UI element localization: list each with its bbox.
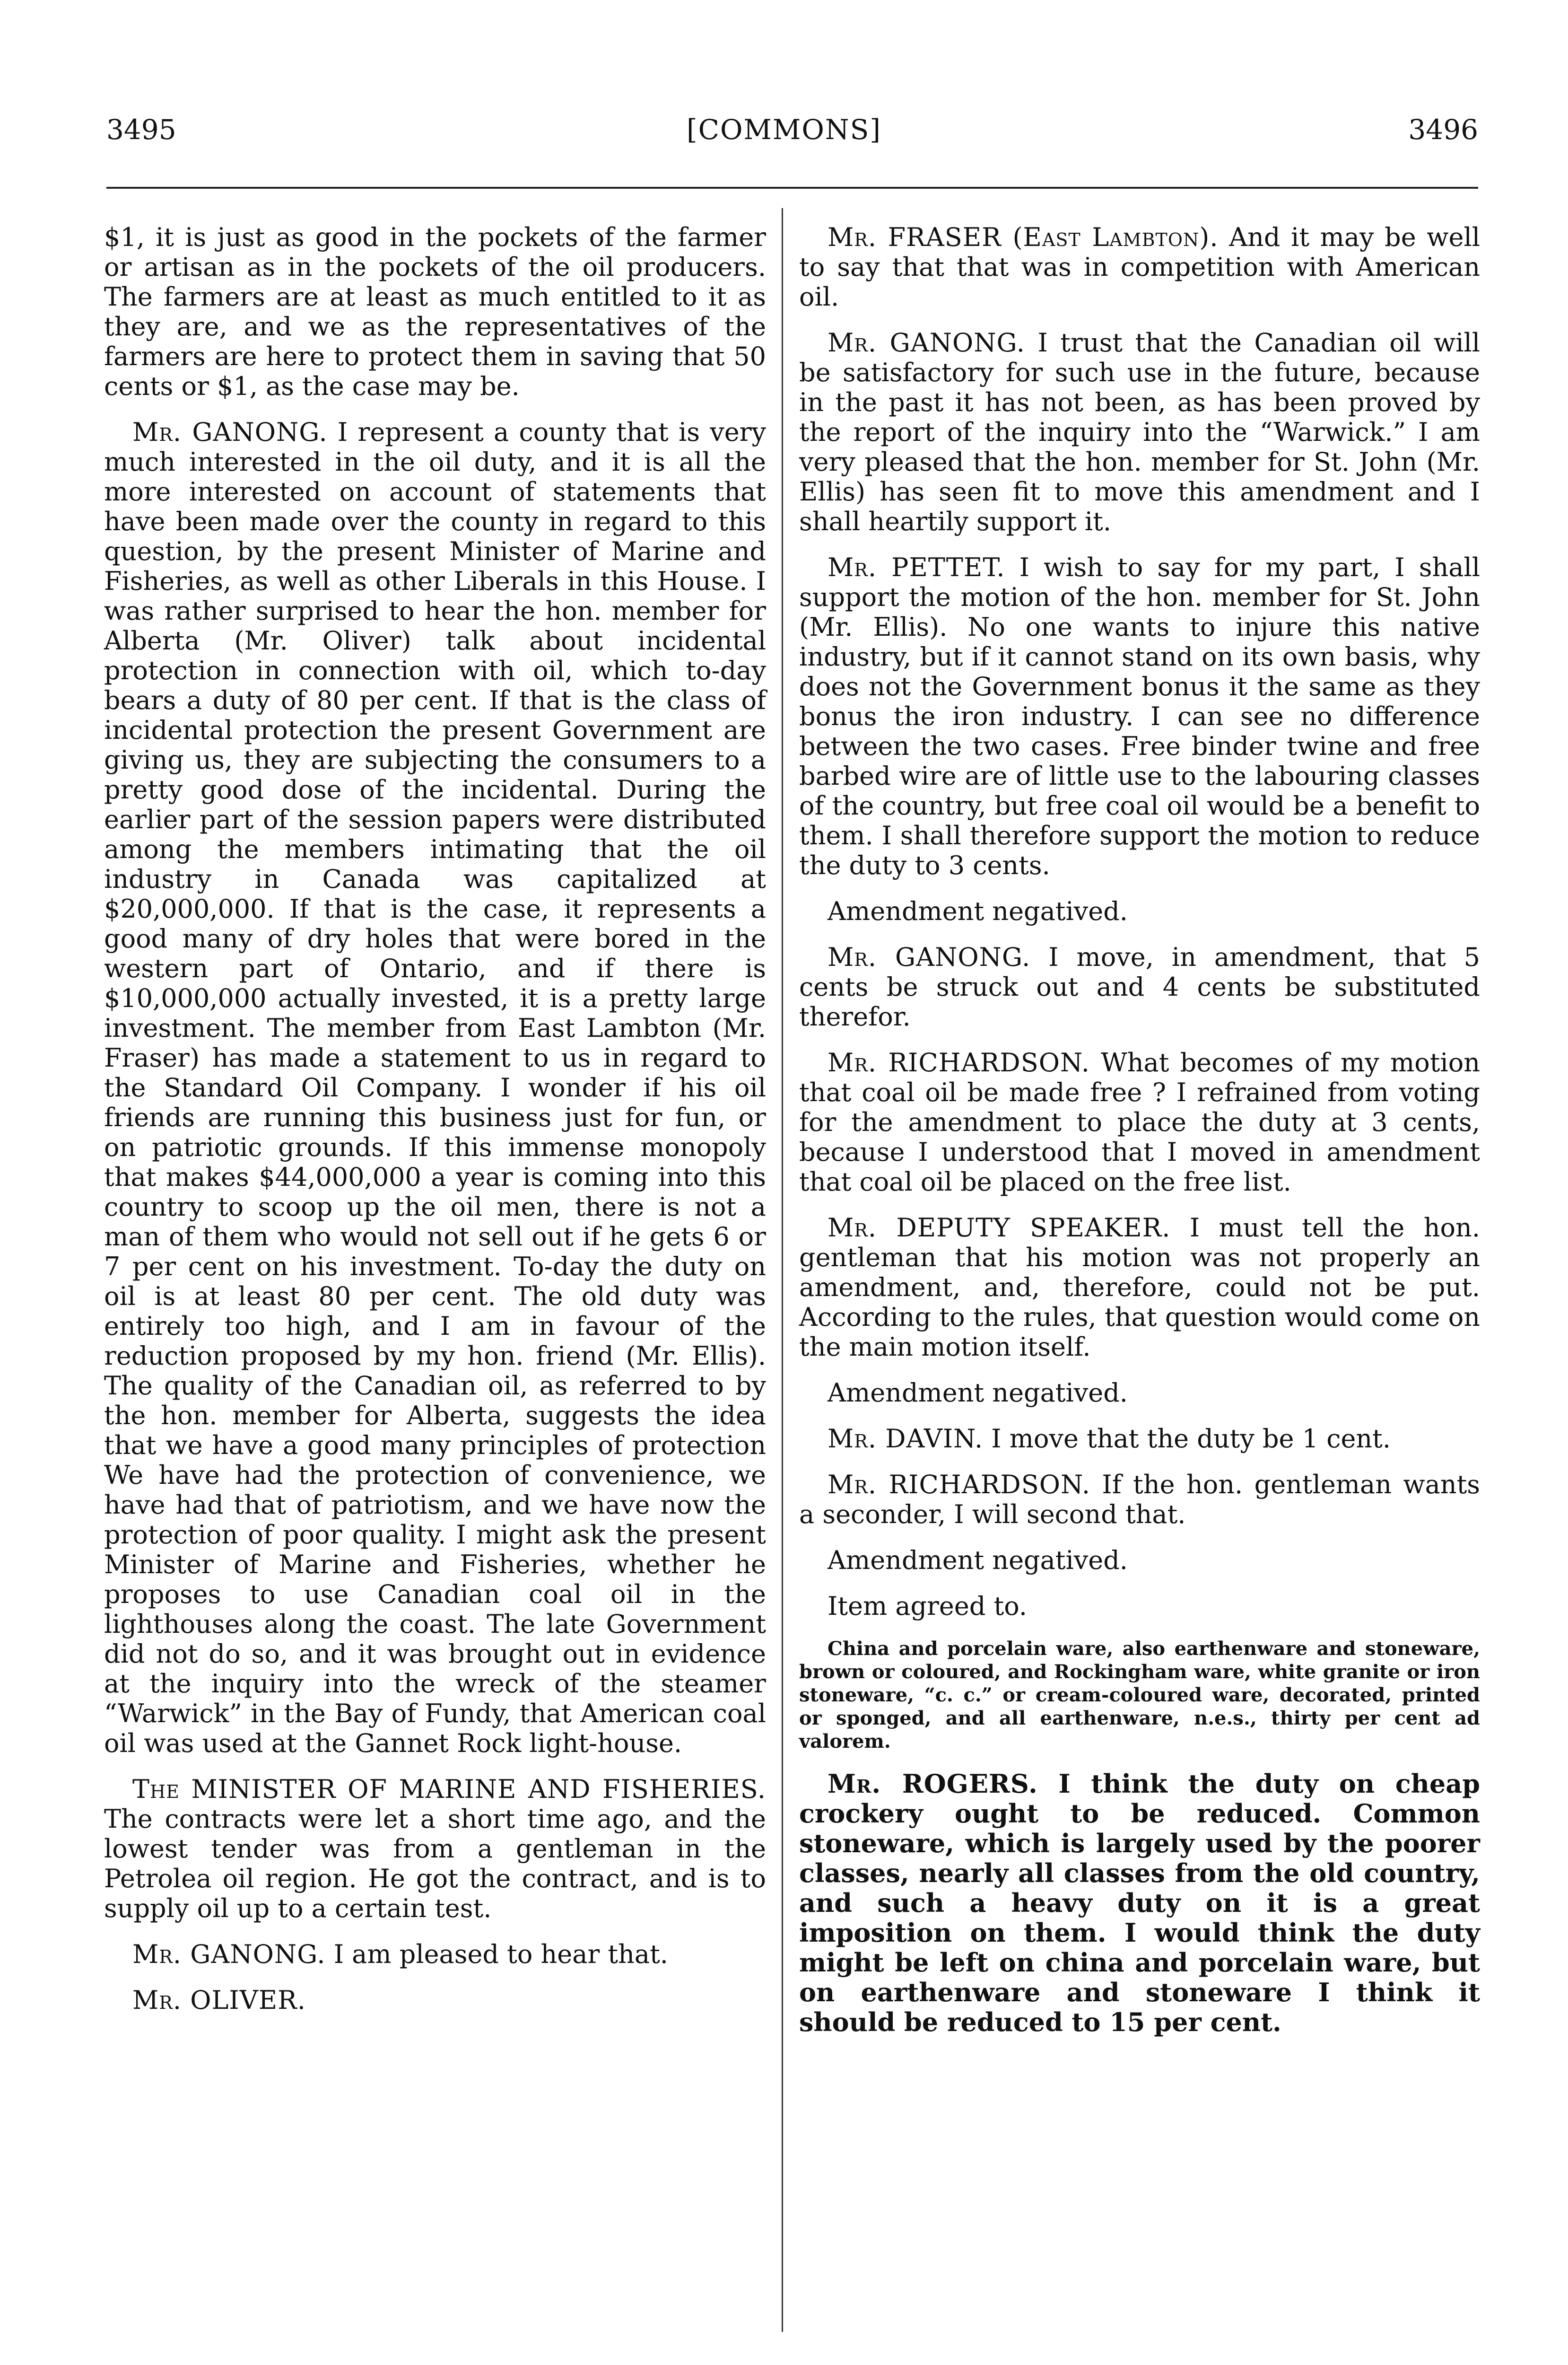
speech-text: The contracts were let a short time ago, and the lowest tender was from a gentleman in the Petrolea oil region. He got the contract, and is to supply oil up to a certain test.: [104, 1804, 766, 1923]
speaker-name: Mr. RICHARDSON.: [828, 1048, 1090, 1077]
paragraph: [799, 1424, 1480, 1454]
page-number-left: 3495: [106, 114, 176, 146]
speech-text: And it may be well to say that that was in competition with American oil.: [799, 222, 1480, 312]
speech-text: I move that the duty be 1 cent.: [991, 1424, 1391, 1454]
paragraph: [104, 1939, 766, 1969]
paragraph: [799, 552, 1480, 880]
speaker-name: Mr. GANONG.: [828, 328, 1025, 358]
page-header-title: [COMMONS]: [687, 114, 881, 146]
left-column: [104, 222, 766, 2031]
speaker-name: Mr. OLIVER.: [132, 1985, 306, 2015]
speech-text: I am pleased to hear that.: [333, 1939, 668, 1969]
tariff-item: China and porcelain ware, also earthenware and stoneware, brown or coloured, and Rockingham ware, white granite or iron stoneware, “c. c.” or cream-coloured ware, decorated, printed or sponged, and all earthenware, n.e.s., thirty per cent ad valorem.: [799, 1638, 1480, 1752]
speaker-name: The MINISTER OF MARINE AND FISHERIES.: [132, 1774, 766, 1804]
paragraph: [104, 417, 766, 1758]
right-column: [799, 222, 1480, 2053]
speech-text: I think the duty on cheap crockery ought to be reduced. Common stoneware, which is largely used by the poorer classes, nearly all classes from the old country, and such a heavy duty on it is a great imposition on them. I would think the duty might be left on china and porcelain ware, but on earthenware and stoneware I think it should be reduced to 15 per cent.: [799, 1769, 1480, 2037]
speaker-name: Mr. PETTET.: [828, 552, 1005, 582]
paragraph: $1, it is just as good in the pockets of the farmer or artisan as in the pockets of the oil producers. The farmers are at least as much entitled to it as they are, and we as the representatives of the farmers are here to protect them in saving that 50 cents or $1, as the case may be.: [104, 222, 766, 401]
paragraph: [799, 1769, 1480, 2037]
speaker-name: Mr. RICHARDSON.: [828, 1470, 1091, 1499]
paragraph: [799, 1213, 1480, 1362]
column-divider: [782, 208, 783, 2332]
speaker-name: Mr. FRASER (East Lambton).: [828, 222, 1219, 252]
speech-text: I trust that the Canadian oil will be satisfactory for such use in the future, because in the past it has not been, as has been proved by the report of the inquiry into the “Warwick.” I am very pleased that the hon. member for St. John (Mr. Ellis) has seen fit to move this amendment and I shall heartily support it.: [799, 328, 1481, 536]
paragraph: [799, 222, 1480, 312]
paragraph: Item agreed to.: [828, 1591, 1028, 1621]
paragraph: [104, 1985, 766, 2015]
speech-text: What becomes of my motion that coal oil be made free ? I refrained from voting for the amendment to place the duty at 3 cents, because I understood that I moved in amendment that coal oil be placed on the free list.: [799, 1048, 1480, 1197]
speaker-name: Mr. DEPUTY SPEAKER.: [828, 1213, 1171, 1243]
speech-text: I must tell the hon. gentleman that his motion was not properly an amendment, and, therefore, could not be put. According to the rules, that question would come on the main motion itself.: [799, 1213, 1480, 1362]
paragraph: [104, 1774, 766, 1923]
header-rule: [106, 187, 1478, 189]
paragraph: Amendment negatived.: [828, 1378, 1128, 1408]
speaker-name: Mr. GANONG.: [828, 942, 1031, 972]
speech-text: I represent a county that is very much interested in the oil duty, and it is all the more interested on account of statements that have been made over the county in regard to this question, by the present Minister of Marine and Fisheries, as well as other Liberals in this House. I was rather surprised to hear the hon. member for Alberta (Mr. Oliver) talk about incidental protection in connection with oil, which to-day bears a duty of 80 per cent. If that is the class of incidental protection the present Government are giving us, they are subjecting the consumers to a pretty good dose of the incidental. During the earlier part of the session papers were distributed among the members intimating that the oil industry in Canada was capitalized at $20,000,000. If that is the case, it represents a good many of dry holes that were bored in the western part of Ontario, and if there is $10,000,000 actually invested, it is a pretty large investment. The member from East Lambton (Mr. Fraser) has made a statement to us in regard to the Standard Oil Company. I wonder if his oil friends are running this business just for fun, or on patriotic grounds. If this immense monopoly that makes $44,000,000 a year is coming into this country to scoop up the oil men, there is not a man of them who would not sell out if he gets 6 or 7 per cent on his investment. To-day the duty on oil is at least 80 per cent. The old duty was entirely too high, and I am in favour of the reduction proposed by my hon. friend (Mr. Ellis). The quality of the Canadian oil, as referred to by the hon. member for Alberta, suggests the idea that we have a good many principles of protection We have had the protection of convenience, we have had that of patriotism, and we have now the protection of poor quality. I might ask the present Minister of Marine and Fisheries, whether he proposes to use Canadian coal oil in the lighthouses along the coast. The late Government did not do so, and it was brought out in evidence at the inquiry into the wreck of the steamer “Warwick” in the Bay of Fundy, that American coal oil was used at the Gannet Rock light-house.: [104, 417, 766, 1758]
paragraph: [799, 1470, 1480, 1529]
speech-text: If the hon. gentleman wants a seconder, I will second that.: [799, 1470, 1480, 1529]
paragraph: [799, 328, 1480, 536]
speaker-name: Mr. DAVIN.: [828, 1424, 984, 1454]
paragraph: [799, 1048, 1480, 1197]
paragraph: Amendment negatived.: [828, 1545, 1128, 1575]
page-header: [0, 0, 1568, 180]
speech-text: I move, in amendment, that 5 cents be struck out and 4 cents be substituted therefor.: [799, 942, 1480, 1032]
speaker-name: Mr. ROGERS.: [828, 1769, 1038, 1799]
paragraph: Amendment negatived.: [828, 896, 1128, 926]
page-number-right: 3496: [1408, 114, 1478, 146]
speech-text: I wish to say for my part, I shall support the motion of the hon. member for St. John (Mr. Ellis). No one wants to injure this native industry, but if it cannot stand on its own basis, why does not the Government bonus it the same as they bonus the iron industry. I can see no difference between the two cases. Free binder twine and free barbed wire are of little use to the labouring classes of the country, but free coal oil would be a benefit to them. I shall therefore support the motion to reduce the duty to 3 cents.: [799, 552, 1480, 880]
speaker-name: Mr. GANONG.: [132, 1939, 326, 1969]
paragraph: [799, 942, 1480, 1032]
speaker-name: Mr. GANONG.: [132, 417, 328, 447]
